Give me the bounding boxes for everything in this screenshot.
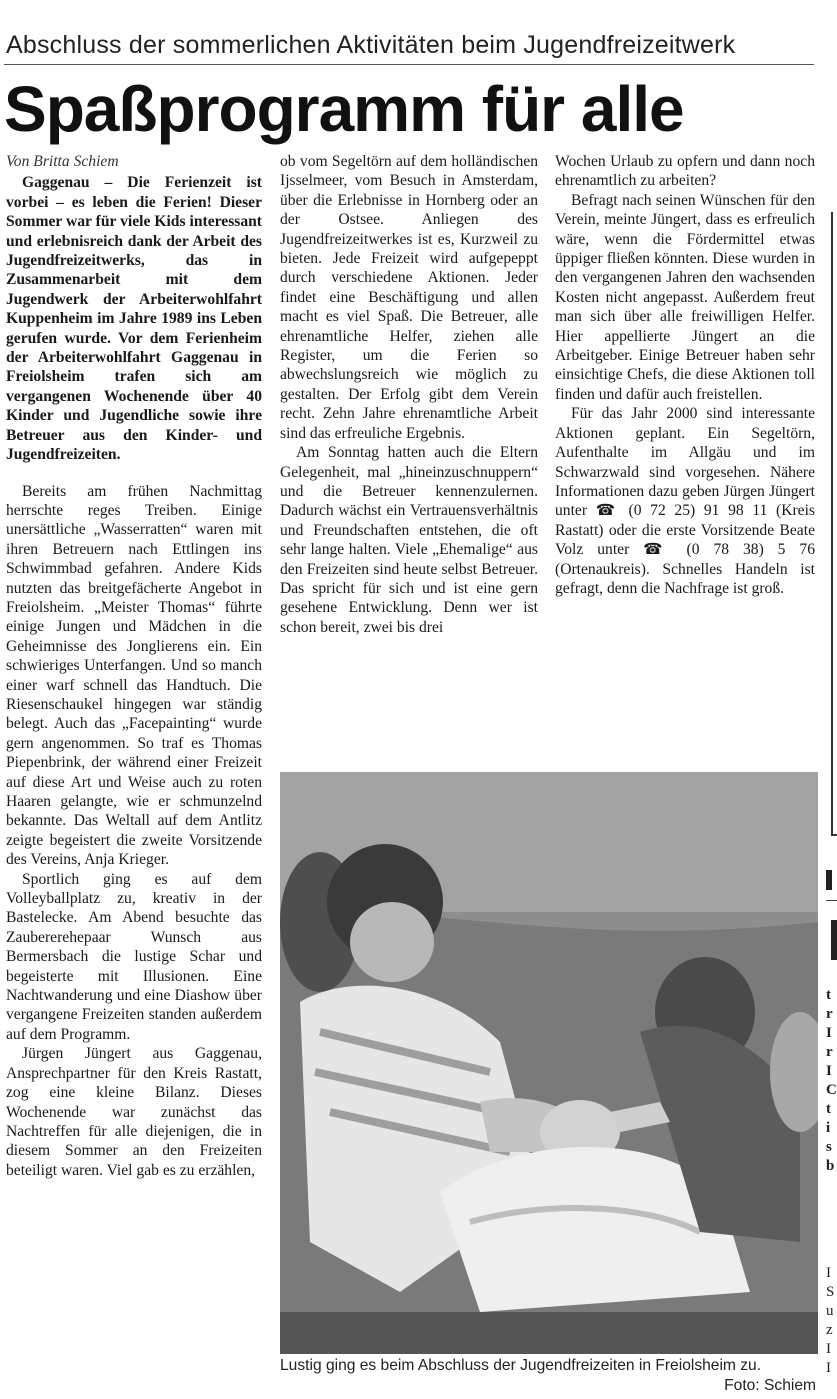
article-column-2 (280, 152, 538, 637)
kicker: Abschluss der sommerlichen Aktivitäten beim Jugendfreizeitwerk (6, 31, 736, 59)
body-paragraph: Befragt nach seinen Wünschen für den Verein, meinte Jüngert, dass es erfreulich wäre, wenn die Fördermittel etwas üppiger fließen könnten. Diese wurden in den vergangenen Jahren den wachsenden Kosten nicht angepasst. Außerdem freut man sich über alle freiwilligen Helfer. Hier appellierte Jüngert an die Arbeitgeber. Einige Betreuer haben sehr einsichtige Chefs, die diese Aktionen toll finden und dafür auch freistellen. (555, 191, 815, 403)
edge-letter: t (826, 1101, 831, 1117)
headline: Spaßprogramm für alle (4, 73, 684, 145)
byline: Von Britta Schiem (6, 153, 119, 170)
adjacent-article-fragment-upper (826, 986, 837, 1176)
edge-letter: r (826, 1006, 833, 1022)
edge-letter: s (826, 1139, 832, 1155)
edge-letter: z (826, 1322, 833, 1338)
edge-letter: I (826, 1360, 831, 1376)
edge-letter: C (826, 1082, 837, 1098)
lead-paragraph: Gaggenau – Die Ferienzeit ist vorbei – es leben die Ferien! Dieser Sommer war für viele Kids interessant und erlebnisreich dank der Arbeit des Jugendfreizeitwerks, das in Zusammenarbeit mit dem Jugendwerk der Arbeiterwohlfahrt Kuppenheim im Jahre 1989 ins Leben gerufen wurde. Vor dem Ferienheim der Arbeiterwohlfahrt Gaggenau in Freiolsheim trafen sich am vergangenen Wochenende über 40 Kinder und Jugendliche sowie ihre Betreuer aus den Kinder- und Jugendfreizeiten. (6, 174, 262, 464)
edge-letter: u (826, 1303, 834, 1319)
adjacent-article-marker (826, 870, 832, 890)
edge-letter: S (826, 1284, 835, 1300)
photo-illustration (280, 772, 818, 1354)
body-paragraph: Am Sonntag hatten auch die Eltern Gelegenheit, mal „hineinzuschnuppern“ und die Betreuer kennenzulernen. Dadurch wächst ein Vertrauensverhältnis und Freundschaften entstehen, die oft sehr lange halten. Viele „Ehemalige“ aus den Freizeiten sind heute selbst Betreuer. Das spricht für sich und ist eine gern gesehene Entwicklung. Denn wer ist schon bereit, zwei bis drei (280, 444, 538, 636)
adjacent-article-border (831, 212, 837, 836)
photo-credit: Foto: Schiem (724, 1377, 816, 1394)
adjacent-article-fragment-lower (826, 1264, 837, 1378)
edge-letter: i (826, 1120, 831, 1136)
caption-text: Lustig ging es beim Abschluss der Jugendfreizeiten in Freiolsheim zu. (280, 1357, 762, 1374)
edge-letter: I (826, 1341, 831, 1357)
body-paragraph: Jürgen Jüngert aus Gaggenau, Ansprechpartner für den Kreis Rastatt, zog eine kleine Bilanz. Dieses Wochenende war zunächst das Nachtreffen für alle diejenigen, die in diesem Sommer an den Freizeiten beteiligt waren. Viel gab es zu erzählen, (6, 1045, 262, 1179)
edge-letter: t (826, 987, 831, 1003)
body-paragraph: Für das Jahr 2000 sind interessante Aktionen geplant. Ein Segeltörn, Aufenthalte im Allgäu und im Schwarzwald sind vorgesehen. Nähere Informationen dazu geben Jürgen Jüngert unter ☎ (0 72 25) 91 98 11 (Kreis Rastatt) oder die erste Vorsitzende Beate Volz unter ☎ (0 78 38) 5 76 (Ortenaukreis). Schnelles Handeln ist gefragt, denn die Nachfrage ist groß. (555, 405, 815, 597)
adjacent-article-marker (831, 920, 837, 960)
adjacent-article-rule (826, 900, 837, 901)
edge-letter: I (826, 1063, 832, 1079)
body-paragraph: Bereits am frühen Nachmittag herrschte reges Treiben. Einige unersättliche „Wasserratten“ waren mit ihren Betreuern nach Ettlingen ins Schwimmbad gefahren. Andere Kids nutzten das breitgefächerte Angebot in Freiolsheim. „Meister Thomas“ führte einige Jungen und Mädchen in die Geheimnisse des Jonglierens ein. Ein schwieriges Unterfangen. Und so manch einer warf schnell das Handtuch. Die Riesenschaukel hingegen war ständig belegt. Auch das „Facepainting“ wurde gern angenommen. So traf es Thomas Piepenbrink, der während einer Freizeit auf diese Art und Weise auch zu roten Haaren gelangte, wie er schmunzelnd bekannte. Das Weltall auf dem Antlitz zeigte begeistert die zweite Vorsitzende des Vereins, Anja Krieger. (6, 482, 262, 869)
photo-caption (280, 1356, 820, 1394)
edge-letter: I (826, 1265, 831, 1281)
body-paragraph: ob vom Segeltörn auf dem holländischen Ijsselmeer, vom Besuch in Amsterdam, über die Erlebnisse in Hornberg oder an der Ostsee. Anliegen des Jugendfreizeitwerkes ist es, Kurzweil zu bieten. Jede Freizeit wird aufgepeppt durch verschiedene Aktionen. Jeder findet eine Beschäftigung und allen macht es viel Spaß. Die Betreuer, alle ehrenamtliche Helfer, ziehen alle Register, um die Ferien so abwechslungsreich wie möglich zu gestalten. Der Erfolg gibt dem Verein recht. Zehn Jahre ehrenamtliche Arbeit sind das erfreuliche Ergebnis. (280, 153, 538, 442)
edge-letter: I (826, 1025, 832, 1041)
photo-kids-facepainting (280, 772, 818, 1354)
article-column-3 (555, 152, 815, 598)
article-column-1 (6, 152, 262, 1180)
kicker-divider (4, 64, 814, 65)
body-paragraph: Wochen Urlaub zu opfern und dann noch ehrenamtlich zu arbeiten? (555, 153, 815, 190)
edge-letter: b (826, 1158, 835, 1174)
edge-letter: r (826, 1044, 833, 1060)
body-paragraph: Sportlich ging es auf dem Volleyballplatz zu, kreativ in der Bastelecke. Am Abend besuchte das Zaubererehepaar Wunsch aus Bermersbach die lustige Schar und begeisterte mit Illusionen. Eine Nachtwanderung und eine Diashow über vergangene Freizeiten standen außerdem auf dem Programm. (6, 870, 262, 1043)
